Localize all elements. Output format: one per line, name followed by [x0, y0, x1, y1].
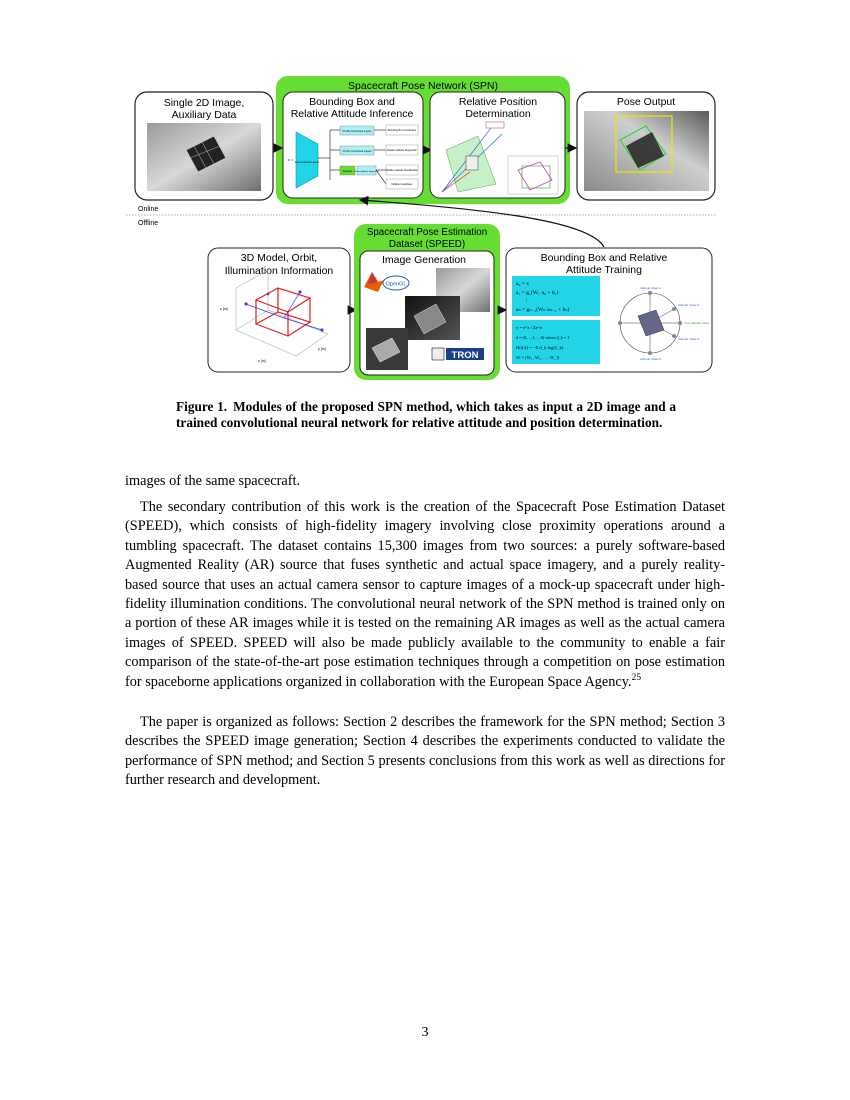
- bbox-panel-title-line1: Bounding Box and: [309, 96, 395, 108]
- axis-label-z: z [m]: [220, 307, 228, 311]
- figure-caption: [176, 399, 676, 430]
- speed-title-line2: Dataset (SPEED): [388, 239, 466, 250]
- eq-line-3: ⋮: [524, 298, 530, 304]
- opengl-logo-text: OpenGL: [385, 281, 407, 288]
- eq2-line-2: d = (0,…,1,…,0) where d_k = 1: [516, 335, 570, 340]
- image-generation-title: Image Generation: [381, 254, 467, 266]
- cnn-label: Convolutional Layers: [294, 161, 320, 164]
- fc-branch-boxes: [340, 126, 379, 175]
- paragraph-continuation: images of the same spacecraft.: [125, 473, 301, 489]
- attitude-class-label-2: Attitude Class 2: [678, 303, 700, 307]
- eq-line-4: aₙ = gₙ₋₁(Wₙ·aₙ₋₁ + bₙ): [516, 307, 570, 313]
- speed-title-line1: Spacecraft Pose Estimation: [366, 227, 488, 238]
- spn-title: Spacecraft Pose Network (SPN): [348, 80, 498, 92]
- fc-box-1-label: 5 Fully Connected Layers: [342, 130, 372, 133]
- bbox-panel-title-line2: Relative Attitude Inference: [290, 108, 414, 120]
- position-panel-title-line1: Relative Position: [458, 96, 538, 108]
- true-attitude-class-label: True Attitude Class: [684, 321, 710, 325]
- output-box-3-label: Relative Attitude Classification: [385, 169, 419, 172]
- output-box-2-label: Relative Attitude Regression: [386, 149, 418, 152]
- paragraph-speed-contribution: [125, 498, 725, 692]
- eq-line-1: a₀ = x: [516, 281, 529, 287]
- attitude-class-label-4: Attitude Class 4: [640, 357, 662, 361]
- attitude-class-label-3: Attitude Class 3: [678, 337, 700, 341]
- training-panel-title-line1: Bounding Box and Relative: [540, 252, 668, 264]
- attitude-class-label-1: Attitude Class 1: [640, 286, 662, 290]
- figure-caption-label: Figure 1.: [176, 399, 228, 414]
- tron-logo: [432, 348, 484, 361]
- model-panel-title-line2: Illumination Information: [224, 265, 334, 277]
- page-number: 3: [421, 1025, 429, 1040]
- eq2-line-1: y = e^z / Σe^z: [516, 325, 542, 330]
- opengl-logo: [383, 276, 409, 290]
- training-panel-title-line2: Attitude Training: [566, 264, 642, 276]
- position-panel-title-line2: Determination: [465, 108, 531, 120]
- paragraph-speed-text: The secondary contribution of this work is the creation of the Spacecraft Pose Estimation Dataset (SPEED), which consists of high-fidelity imagery involving close proximity operations around a tumbling spacecraft. The dataset contains 15,300 images from two sources: a purely software-based Augmented Reality (AR) source that fuses synthetic and actual space imagery, and a purely reality-based source that uses an actual camera sensor to capture images of a mock-up spacecraft under high-fidelity illumination conditions. The convolutional neural network of the SPN method is trained only on a portion of these AR images while it is tested on the remaining AR images as well as the actual camera images of SPEED. SPEED will also be made publicly available to the community to enable a fair comparison of the state-of-the-art pose estimation techniques through a competition on pose estimation for spaceborne applications organized in collaboration with the European Space Agency.: [125, 499, 725, 690]
- pose-output-title: Pose Output: [616, 96, 676, 108]
- model-panel-title-line1: 3D Model, Orbit,: [240, 252, 318, 264]
- input-panel-title-line1: Single 2D Image,: [163, 97, 245, 109]
- paragraph-organization: The paper is organized as follows: Section 2 describes the framework for the SPN method; Section 3 describes the SPEED image generation; Section 4 describes the experiments conducted to validate the performance of SPN method; and Section 5 presents conclusions from this work as well as directions for further research and development.: [125, 714, 725, 789]
- softmax-label: Softmax: [342, 170, 353, 173]
- fc-box-3-label: Relative Attitude Regression: [353, 171, 380, 173]
- axis-label-y: y [m]: [318, 347, 326, 351]
- axis-label-x: x [m]: [258, 359, 266, 363]
- output-box-4-label: Multiple Candidates: [391, 183, 413, 186]
- input-panel-title-line2: Auxiliary Data: [171, 109, 237, 121]
- output-box-1-label: Bounding Box Coordinates: [387, 129, 417, 132]
- offline-label: Offline: [138, 220, 159, 227]
- figure-1: [0, 0, 850, 385]
- eq-line-2: a₁ = g₁(W₁·a₀ + b₁): [516, 290, 559, 296]
- online-label: Online: [138, 206, 159, 213]
- eq2-line-3: H(d,ŷ) = −Σ d_k log(ŷ_k): [516, 345, 564, 350]
- eq2-line-4: W = [W₁, W₂, …, W_l]: [516, 355, 560, 360]
- tron-logo-text: TRON: [451, 350, 479, 361]
- citation-ref-25[interactable]: 25: [631, 672, 642, 683]
- input-x-label: x =: [288, 157, 294, 162]
- figure-caption-text: Modules of the proposed SPN method, which takes as input a 2D image and a trained convolutional neural network for relative attitude and position determination.: [176, 399, 676, 430]
- fc-box-2-label: 3 Fully Connected Layers: [342, 150, 372, 153]
